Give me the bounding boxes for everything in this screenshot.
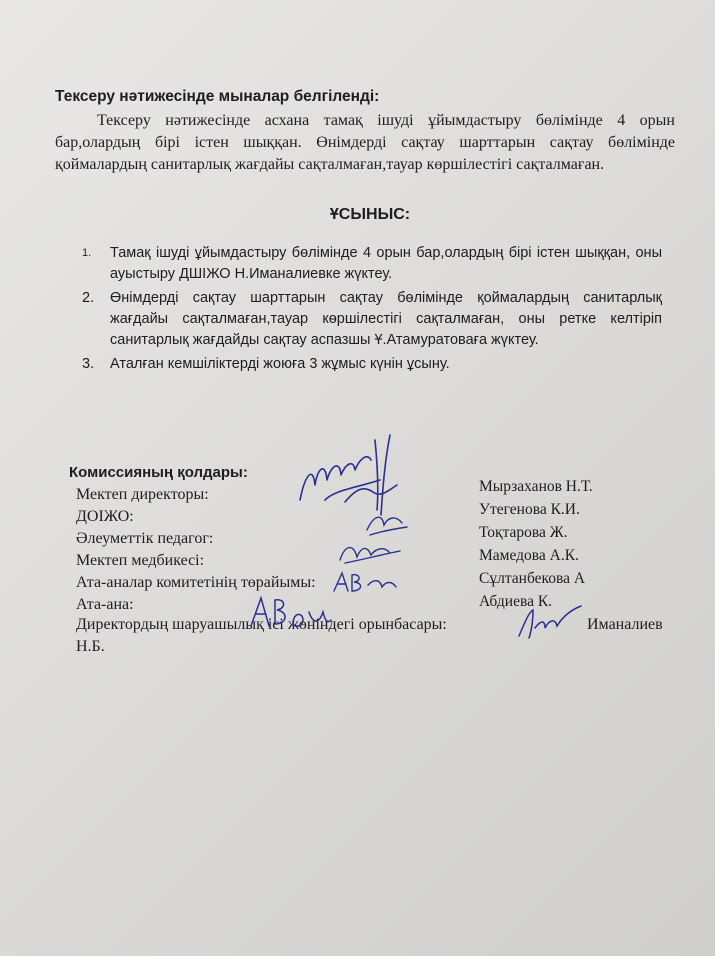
deputy-role: Директордың шаруашылық ісі жөніндегі орынбасары: bbox=[76, 616, 447, 633]
recommendation-item bbox=[82, 354, 662, 375]
committee-chair-signature-icon bbox=[330, 565, 405, 600]
item-text: Өнімдерді сақтау шарттарын сақтау бөлімінде қоймалардың санитарлық жағдайы сақталмаған,тауар көршілестігі сақталмаған, оны ретке келтіріп санитарлық жағдайды сақтау аспазшы Ұ.Атамуратоваға жүктеу. bbox=[110, 290, 662, 348]
member-role: Мектеп директоры: bbox=[76, 486, 209, 503]
item-text: Аталған кемшіліктерді жоюға 3 жұмыс күнін ұсыну. bbox=[110, 356, 450, 372]
item-number: 3. bbox=[82, 356, 95, 372]
member-name: Тоқтарова Ж. bbox=[479, 524, 568, 541]
recommendations-title: ҰСЫНЫС: bbox=[329, 206, 411, 223]
deputy-signature-icon bbox=[515, 602, 585, 642]
member-name: Утегенова К.И. bbox=[479, 501, 580, 518]
item-text: Тамақ ішуді ұйымдастыру бөлімінде 4 орын бар,олардың бірі істен шыққан, оны ауыстыру ДШІЖО Н.Иманалиевке жүктеу. bbox=[110, 245, 662, 282]
member-role: Мектеп медбикесі: bbox=[76, 552, 205, 569]
member-name: Абдиева К. bbox=[479, 593, 553, 610]
member-role: Ата-аналар комитетінің төрайымы: bbox=[76, 574, 316, 591]
member-name: Сұлтанбекова А bbox=[479, 570, 586, 587]
recommendation-item bbox=[82, 288, 662, 351]
deputy-name-cont: Н.Б. bbox=[76, 638, 105, 655]
findings-heading: Тексеру нәтижесінде мыналар белгіленді: bbox=[55, 88, 380, 105]
findings-paragraph: Тексеру нәтижесінде асхана тамақ ішуді ұйымдастыру бөлімінде 4 орын бар,олардың бірі істен шыққан. Өнімдерді сақтау шарттарын сақтау бөлімінде қоймалардың санитарлық жағдайы сақталмаған,тауар көршілестігі сақталмаған. bbox=[55, 112, 675, 173]
item-number: 1. bbox=[82, 247, 92, 259]
item-number: 2. bbox=[82, 290, 95, 306]
member-name: Мырзаханов Н.Т. bbox=[479, 478, 593, 495]
recommendations-list bbox=[82, 243, 662, 378]
member-role: ДОІЖО: bbox=[76, 508, 134, 525]
deputy-line bbox=[76, 614, 676, 658]
deputy-name: Иманалиев bbox=[587, 616, 663, 633]
member-name: Мамедова А.К. bbox=[479, 547, 579, 564]
recommendation-item bbox=[82, 243, 662, 285]
director-signature-icon bbox=[285, 430, 435, 530]
committee-title: Комиссияның қолдары: bbox=[69, 464, 248, 481]
member-role: Ата-ана: bbox=[76, 596, 134, 613]
member-role: Әлеуметтік педагог: bbox=[76, 530, 214, 547]
parent-signature-icon bbox=[245, 590, 335, 635]
